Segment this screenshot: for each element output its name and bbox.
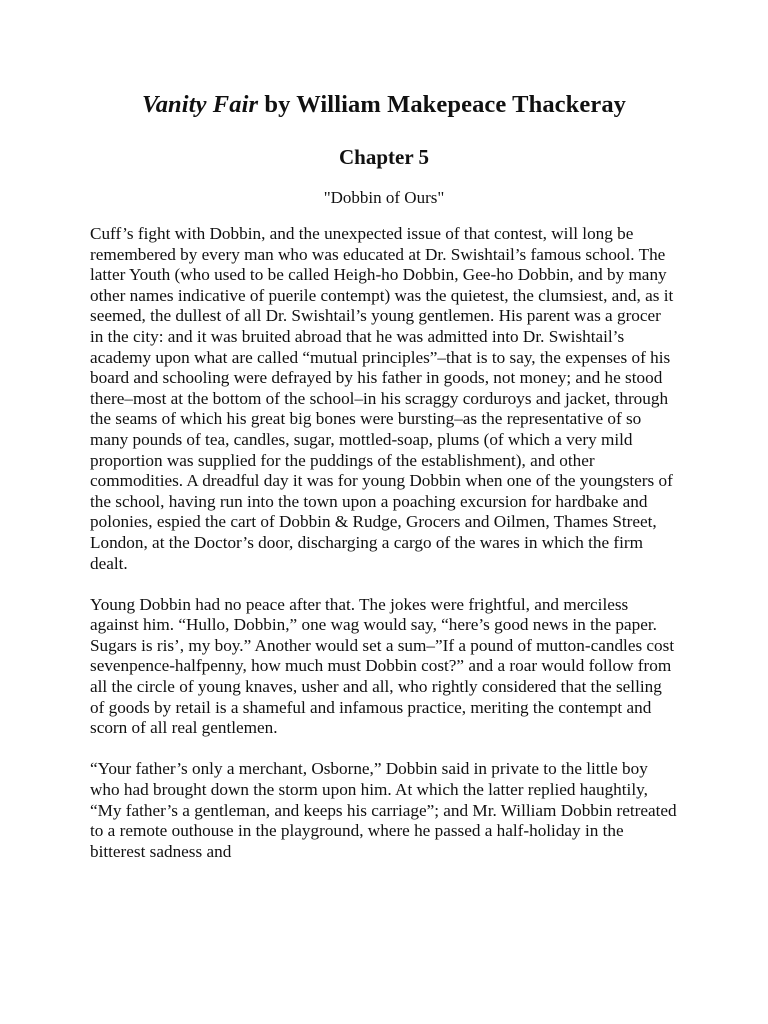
paragraph-1: Cuff’s fight with Dobbin, and the unexpected issue of that contest, will long be remembered by every man who was educated at Dr. Swishtail’s famous school. The latter Youth (who used to be called Heigh-ho Dobbin, Gee-ho Dobbin, and by many other names indicative of puerile contempt) was the quietest, the clumsiest, and, as it seemed, the dullest of all Dr. Swishtail’s young gentlemen. His parent was a grocer in the city: and it was bruited abroad that he was admitted into Dr. Swishtail’s academy upon what are called “mutual principles”–that is to say, the expenses of his board and schooling were defrayed by his father in goods, not money; and he stood there–most at the bottom of the school–in his scraggy corduroys and jacket, through the seams of which his great big bones were bursting–as the representative of so many pounds of tea, candles, sugar, mottled-soap, plums (of which a very mild proportion was supplied for the puddings of the establishment), and other commodities. A dreadful day it was for young Dobbin when one of the youngsters of the school, having run into the town upon a poaching excursion for hardbake and polonies, espied the cart of Dobbin & Rudge, Grocers and Oilmen, Thames Street, London, at the Doctor’s door, discharging a cargo of the wares in which the firm dealt. xyxy=(90,224,674,573)
chapter-number: Chapter 5 xyxy=(338,145,430,169)
paragraph-2: Young Dobbin had no peace after that. The jokes were frightful, and merciless against him. “Hullo, Dobbin,” one wag would say, “here’s good news in the paper. Sugars is ris’, my boy.” Another would set a sum–”If a pound of mutton-candles cost sevenpence-halfpenny, how much must Dobbin cost?” and a roar would follow from all the circle of young knaves, usher and all, who rightly considered that the selling of goods by retail is a shameful and infamous practice, meriting the contempt and scorn of all real gentlemen. xyxy=(90,594,675,738)
book-author: by William Makepeace Thackeray xyxy=(258,91,627,118)
chapter-body xyxy=(90,224,678,862)
chapter-title: "Dobbin of Ours" xyxy=(323,188,445,207)
paragraph-3: “Your father’s only a merchant, Osborne,” Dobbin said in private to the little boy who had brought down the storm upon him. At which the latter replied haughtily, “My father’s a gentleman, and keeps his carriage”; and Mr. William Dobbin retreated to a remote outhouse in the playground, where he passed a half-holiday in the bitterest sadness and xyxy=(90,759,677,861)
book-title: Vanity Fair xyxy=(141,91,259,118)
book-heading xyxy=(90,88,678,122)
